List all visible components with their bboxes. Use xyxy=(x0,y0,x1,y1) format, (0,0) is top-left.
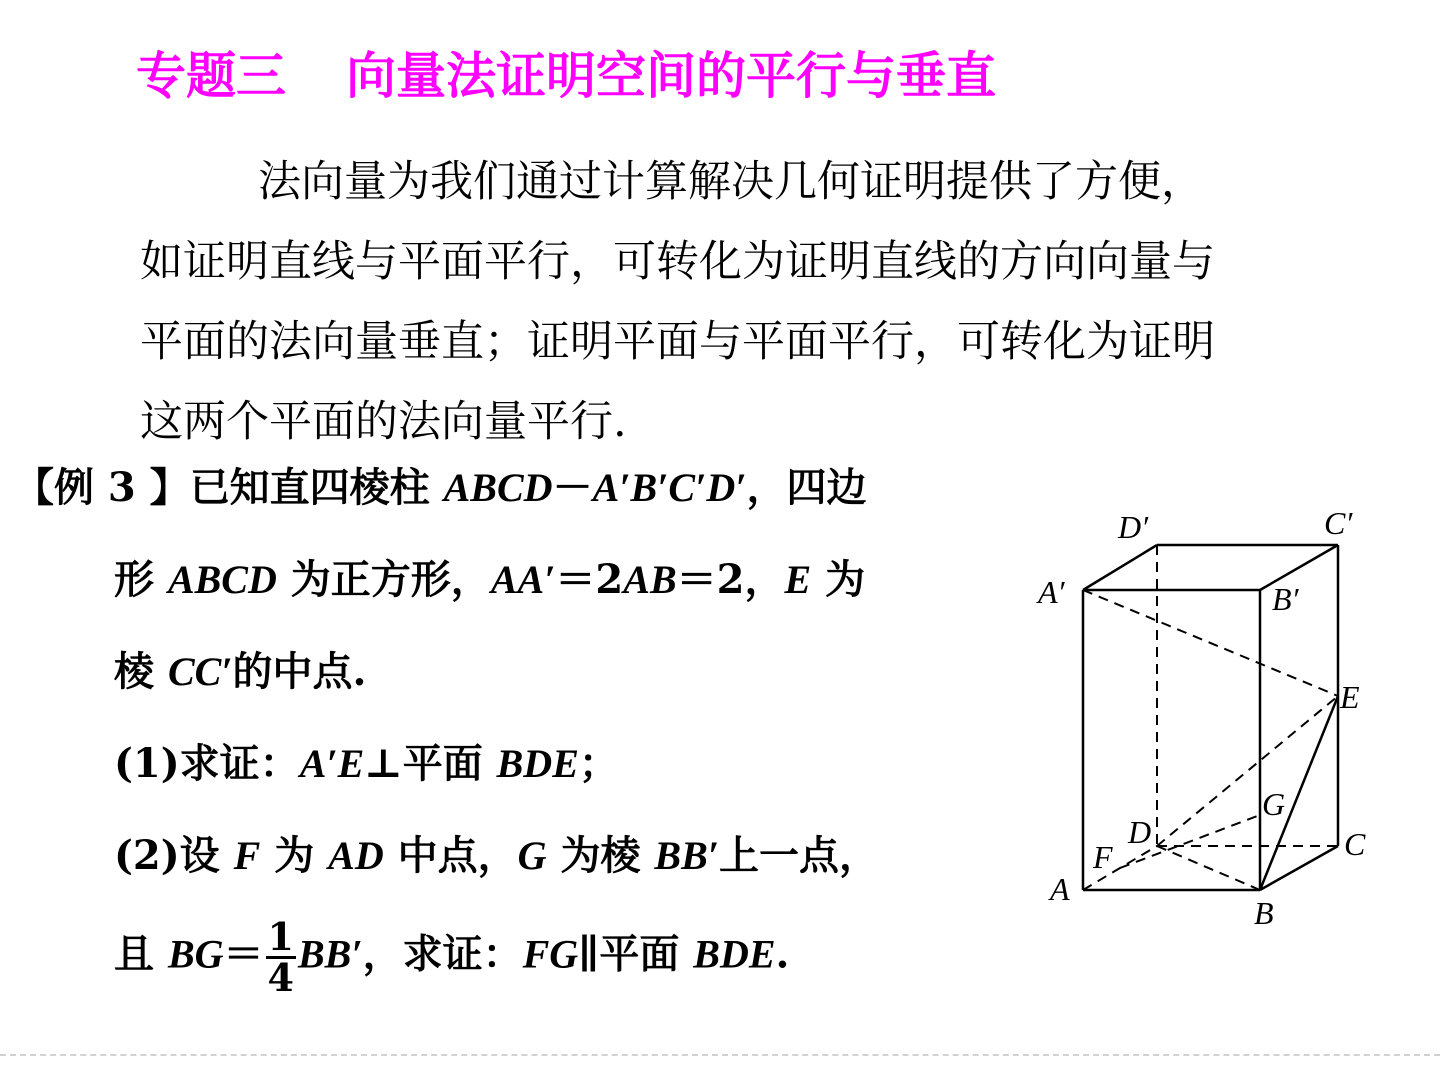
example-text: 中点， xyxy=(383,832,518,879)
example-text: 为棱 xyxy=(546,832,655,879)
math-expr: E xyxy=(784,557,812,602)
math-expr: FG xyxy=(522,931,579,977)
math-expr: BG xyxy=(167,931,224,977)
footer-divider xyxy=(0,1054,1440,1056)
label-F: F xyxy=(1093,839,1113,875)
math-expr: G xyxy=(517,833,547,878)
example-text: 形 xyxy=(114,556,168,603)
example-text: 为 xyxy=(260,832,329,879)
math-expr: AD xyxy=(328,833,384,878)
label-Cp: C′ xyxy=(1324,505,1353,541)
title-prefix: 专题三 xyxy=(136,47,286,105)
example-line-2 xyxy=(114,548,865,605)
math-expr: BDE xyxy=(496,741,579,786)
example-text: ＝2， xyxy=(676,556,785,603)
example-text: ，四边 xyxy=(746,464,867,511)
example-text: 且 xyxy=(114,930,168,978)
page-title xyxy=(136,36,996,108)
label-E: E xyxy=(1340,679,1360,715)
edge-ApE xyxy=(1083,590,1338,696)
example-text: － xyxy=(552,464,593,511)
example-text: ； xyxy=(578,740,619,787)
example-line-3 xyxy=(114,640,366,697)
math-expr: ABCD xyxy=(167,557,277,602)
example-text: ，求证： xyxy=(362,930,523,978)
example-text: 为正方形， xyxy=(276,556,491,603)
math-expr: BDE xyxy=(693,931,776,977)
label-G: G xyxy=(1262,786,1286,822)
example-text: ＝ xyxy=(223,930,264,978)
math-expr: ABCD xyxy=(443,465,553,510)
example-text: 已知直四棱柱 xyxy=(189,464,444,511)
example-text: 上一点， xyxy=(719,832,880,879)
label-B: B xyxy=(1254,895,1274,931)
math-expr: F xyxy=(233,833,261,878)
label-D: D xyxy=(1128,814,1152,850)
math-expr: A′B′C′D′ xyxy=(592,465,747,510)
math-expr: AA′ xyxy=(490,557,556,602)
label-Ap: A′ xyxy=(1038,574,1065,610)
label-C: C xyxy=(1344,826,1366,862)
math-expr: A′E xyxy=(299,741,365,786)
math-expr: AB xyxy=(623,557,677,602)
label-A: A xyxy=(1050,871,1070,907)
intro-line: 平面的法向量垂直；证明平面与平面平行，可转化为证明 xyxy=(140,317,1215,367)
intro-line: 法向量为我们通过计算解决几何证明提供了方便， xyxy=(258,157,1204,207)
example-text: ＝2 xyxy=(555,556,624,603)
fraction-numerator: 1 xyxy=(267,914,294,959)
example-text: . xyxy=(775,930,790,978)
example-tag: 【例 3 】 xyxy=(14,464,190,511)
math-expr: BB′ xyxy=(297,931,363,977)
example-text: 棱 xyxy=(114,648,168,695)
example-question-2-cont xyxy=(114,914,790,1000)
intro-line: 如证明直线与平面平行，可转化为证明直线的方向向量与 xyxy=(140,237,1215,287)
intro-paragraph xyxy=(140,142,1350,462)
edge-DB xyxy=(1157,846,1260,890)
example-line-1 xyxy=(14,456,867,513)
example-text: ∥平面 xyxy=(578,930,694,978)
title-text: 向量法证明空间的平行与垂直 xyxy=(346,47,996,105)
example-text: 的中点. xyxy=(232,648,367,695)
edge-DE xyxy=(1157,696,1338,846)
edge-ApDp xyxy=(1083,545,1157,590)
example-text: (2)设 xyxy=(114,832,234,879)
example-text: 为 xyxy=(811,556,866,603)
example-text: ⊥平面 xyxy=(364,740,497,787)
edge-BC xyxy=(1260,846,1338,890)
math-expr: BB′ xyxy=(654,833,720,878)
example-question-2 xyxy=(114,824,879,881)
label-Bp: B′ xyxy=(1272,581,1299,617)
fraction xyxy=(266,914,296,1000)
example-text: (1)求证： xyxy=(114,740,300,787)
fraction-denominator: 4 xyxy=(267,955,294,1000)
intro-line: 这两个平面的法向量平行. xyxy=(140,397,627,447)
math-expr: CC′ xyxy=(167,649,233,694)
label-Dp: D′ xyxy=(1118,509,1149,545)
example-question-1 xyxy=(114,732,619,789)
prism-figure xyxy=(1030,500,1400,940)
